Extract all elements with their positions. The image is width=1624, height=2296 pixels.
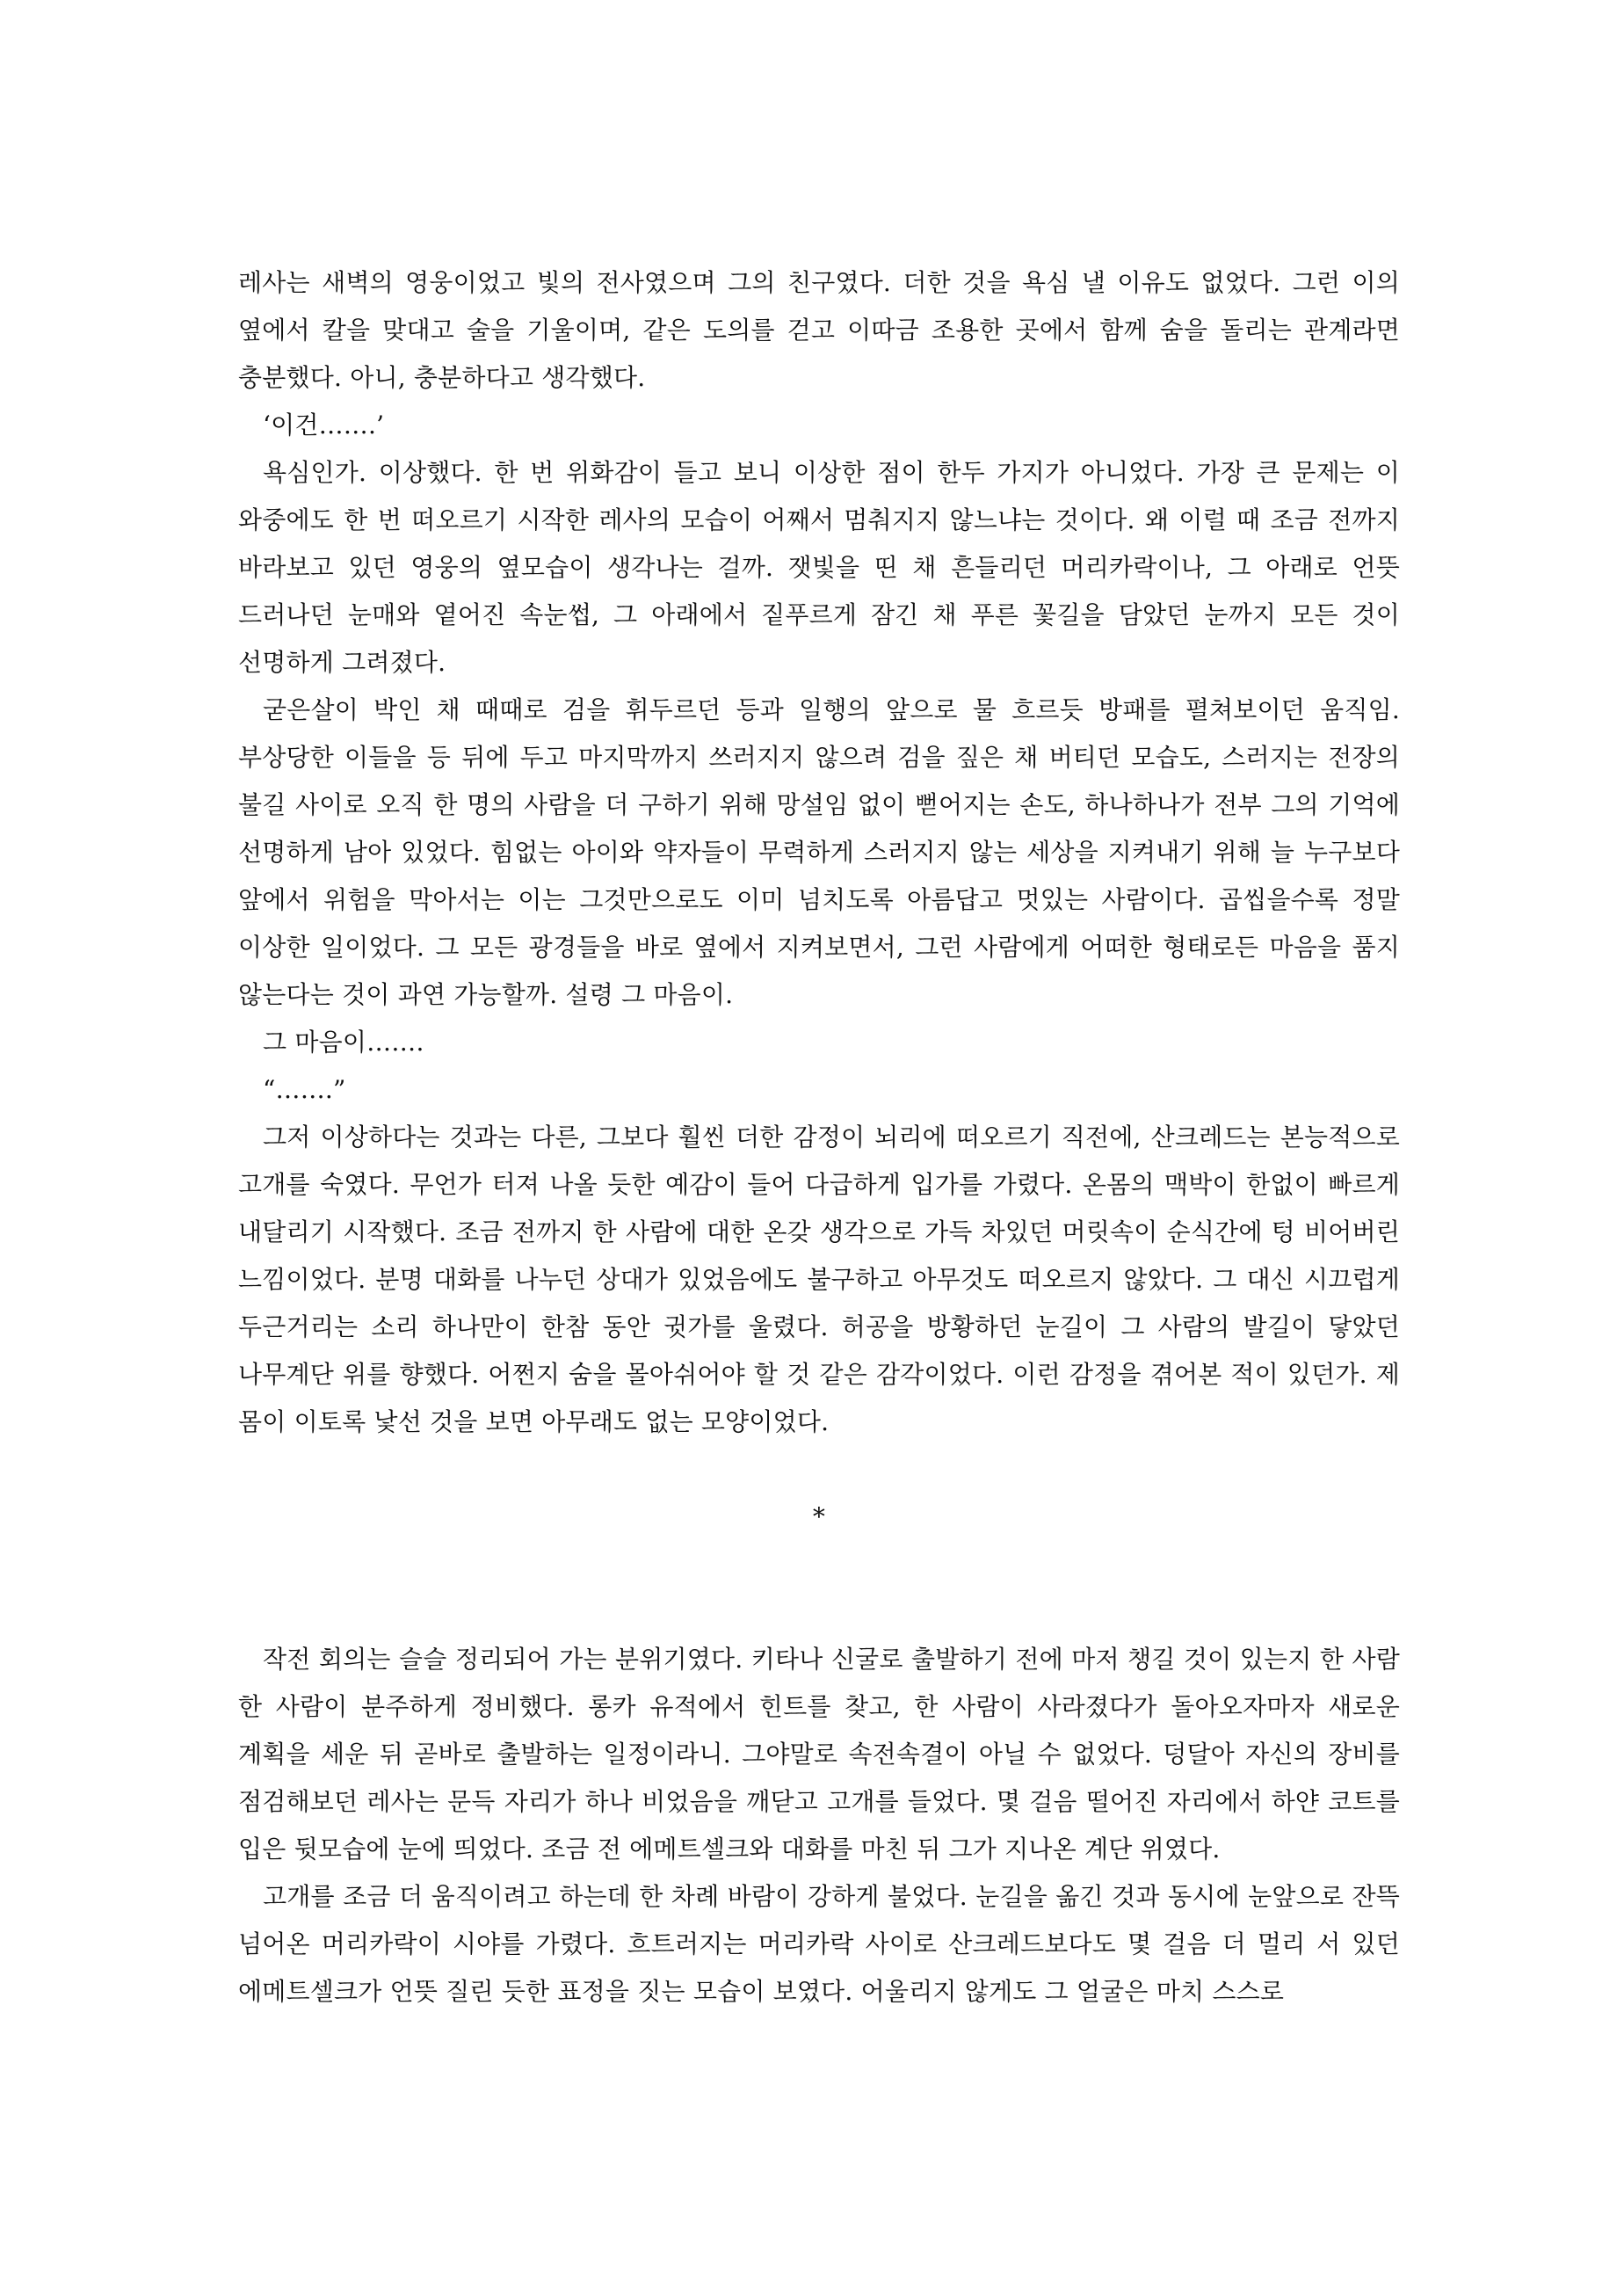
dialogue-line: “…….”	[263, 1075, 346, 1104]
thought-line: ‘이건…….’	[263, 411, 385, 440]
short-line: 그 마음이…….	[263, 1028, 424, 1057]
paragraph-2: 욕심인가. 이상했다. 한 번 위화감이 들고 보니 이상한 점이 한두 가지가 아니었다. 가장 큰 문제는 이 와중에도 한 번 떠오르기 시작한 레사의 모습이 어째서 멈춰지지 않느냐는 것이다. 왜 이럴 때 조금 전까지 바라보고 있던 영웅의 옆모습이 생각나는 걸까. 잿빛을 띤 채 흔들리던 머리카락이나, 그 아래로 언뜻 드러나던 눈매와 옅어진 속눈썹, 그 아래에서 짙푸르게 잠긴 채 푸른 꽃길을 담았던 눈까지 모든 것이 선명하게 그려졌다.	[238, 458, 1400, 677]
paragraph-6: 고개를 조금 더 움직이려고 하는데 한 차례 바람이 강하게 불었다. 눈길을 옮긴 것과 동시에 눈앞으로 잔뜩 넘어온 머리카락이 시야를 가렸다. 흐트러지는 머리카락 사이로 산크레드보다도 몇 걸음 더 멀리 서 있던 에메트셀크가 언뜻 질린 듯한 표정을 짓는 모습이 보였다. 어울리지 않게도 그 얼굴은 마치 스스로	[238, 1882, 1400, 2006]
section-separator: *	[812, 1502, 826, 1531]
paragraph-3: 굳은살이 박인 채 때때로 검을 휘두르던 등과 일행의 앞으로 물 흐르듯 방패를 펼쳐보이던 움직임. 부상당한 이들을 등 뒤에 두고 마지막까지 쓰러지지 않으려 검을 짚은 채 버티던 모습도, 스러지는 전장의 불길 사이로 오직 한 명의 사람을 더 구하기 위해 망설임 없이 뻗어지는 손도, 하나하나가 전부 그의 기억에 선명하게 남아 있었다. 힘없는 아이와 약자들이 무력하게 스러지지 않는 세상을 지켜내기 위해 늘 누구보다 앞에서 위험을 막아서는 이는 그것만으로도 이미 넘치도록 아름답고 멋있는 사람이다. 곱씹을수록 정말 이상한 일이었다. 그 모든 광경들을 바로 옆에서 지켜보면서, 그런 사람에게 어떠한 형태로든 마음을 품지 않는다는 것이 과연 가능할까. 설령 그 마음이.	[238, 695, 1400, 1009]
paragraph-4: 그저 이상하다는 것과는 다른, 그보다 훨씬 더한 감정이 뇌리에 떠오르기 직전에, 산크레드는 본능적으로 고개를 숙였다. 무언가 터져 나올 듯한 예감이 들어 다급하게 입가를 가렸다. 온몸의 맥박이 한없이 빠르게 내달리기 시작했다. 조금 전까지 한 사람에 대한 온갖 생각으로 가득 차있던 머릿속이 순식간에 텅 비어버린 느낌이었다. 분명 대화를 나누던 상대가 있었음에도 불구하고 아무것도 떠오르지 않았다. 그 대신 시끄럽게 두근거리는 소리 하나만이 한참 동안 귓가를 울렸다. 허공을 방황하던 눈길이 그 사람의 발길이 닿았던 나무계단 위를 향했다. 어쩐지 숨을 몰아쉬어야 할 것 같은 감각이었다. 이런 감정을 겪어본 적이 있던가. 제 몸이 이토록 낯선 것을 보면 아무래도 없는 모양이었다.	[238, 1123, 1400, 1436]
paragraph-1: 레사는 새벽의 영웅이었고 빛의 전사였으며 그의 친구였다. 더한 것을 욕심 낼 이유도 없었다. 그런 이의 옆에서 칼을 맞대고 술을 기울이며, 같은 도의를 걷고 이따금 조용한 곳에서 함께 숨을 돌리는 관계라면 충분했다. 아니, 충분하다고 생각했다.	[238, 268, 1400, 392]
document-page	[238, 259, 1400, 2016]
paragraph-5: 작전 회의는 슬슬 정리되어 가는 분위기였다. 키타나 신굴로 출발하기 전에 마저 챙길 것이 있는지 한 사람 한 사람이 분주하게 정비했다. 롱카 유적에서 힌트를 찾고, 한 사람이 사라졌다가 돌아오자마자 새로운 계획을 세운 뒤 곧바로 출발하는 일정이라니. 그야말로 속전속결이 아닐 수 없었다. 덩달아 자신의 장비를 점검해보던 레사는 문득 자리가 하나 비었음을 깨닫고 고개를 들었다. 몇 걸음 떨어진 자리에서 하얀 코트를 입은 뒷모습에 눈에 띄었다. 조금 전 에메트셀크와 대화를 마친 뒤 그가 지나온 계단 위였다.	[238, 1645, 1400, 1864]
